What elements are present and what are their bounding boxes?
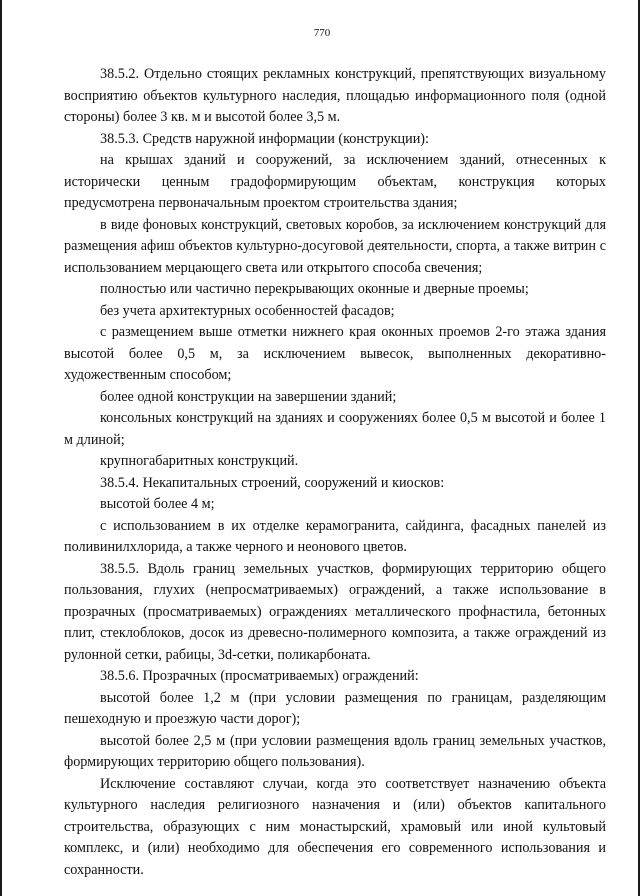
paragraph-38-5-5: 38.5.5. Вдоль границ земельных участков, формирующих территорию общего пользования, глухих (непросматриваемых) ограждений, а также использование в прозрачных (просматриваемых) ограждениях металлического профнастила, бетонных плит, стеклоблоков, досок из древесно-полимерного композита, а также ограждений из рулонной сетки, рабицы, 3d-сетки, поликарбоната. bbox=[64, 560, 606, 663]
paragraph-38-5-2: 38.5.2. Отдельно стоящих рекламных конструкций, препятствующих визуальному восприятию объектов культурного наследия, площадью информационного поля (одной стороны) более 3 кв. м и высотой более 3,5 м. bbox=[64, 66, 606, 125]
list-item-second-floor: с размещением выше отметки нижнего края оконных проемов 2-го этажа здания высотой более 0,5 м, за исключением вывесок, выполненных декоративно-художественным способом; bbox=[64, 324, 606, 383]
paragraph-38-5-6: 38.5.6. Прозрачных (просматриваемых) ограждений: bbox=[100, 668, 419, 684]
document-body bbox=[64, 64, 606, 881]
list-item-finishing-materials: с использованием в их отделке керамогранита, сайдинга, фасадных панелей из поливинилхлорида, а также черного и неонового цветов. bbox=[64, 517, 606, 555]
page-number: 770 bbox=[313, 27, 331, 39]
paragraph-exception: Исключение составляют случаи, когда это соответствует назначению объекта культурного наследия религиозного назначения и (или) объектов капитального строительства, образующих с ним монастырский, храмовый или иной культовый комплекс, и (или) необходимо для обеспечения его современного использования и сохранности. bbox=[64, 775, 606, 878]
paragraph-38-5-3: 38.5.3. Средств наружной информации (конструкции): bbox=[100, 130, 429, 147]
list-item-height-4m: высотой более 4 м; bbox=[100, 496, 215, 512]
list-item-architectural-features: без учета архитектурных особенностей фасадов; bbox=[100, 302, 395, 319]
list-item-background-constructions: в виде фоновых конструкций, световых коробов, за исключением конструкций для размещения афиш объектов культурно-досуговой деятельности, спорта, а также витрин с использованием мерцающего света или открытого способа свечения; bbox=[64, 216, 606, 276]
list-item-large-constructions: крупногабаритных конструкций. bbox=[100, 453, 299, 469]
list-item-roofs: на крышах зданий и сооружений, за исключением зданий, отнесенных к исторически ценным градоформирующим объектам, конструкция которых предусмотрена первоначальным проектом строительства здания; bbox=[64, 152, 606, 211]
paragraph-38-5-4: 38.5.4. Некапитальных строений, сооружений и киосков: bbox=[100, 474, 445, 491]
list-item-window-openings: полностью или частично перекрывающих оконные и дверные проемы; bbox=[100, 281, 529, 297]
list-item-one-construction: более одной конструкции на завершении зданий; bbox=[100, 388, 397, 405]
list-item-console-constructions: консольных конструкций на зданиях и сооружениях более 0,5 м высотой и более 1 м длиной; bbox=[64, 410, 606, 448]
list-item-height-1-2m: высотой более 1,2 м (при условии размещения по границам, разделяющим пешеходную и проезжую части дорог); bbox=[64, 689, 606, 727]
list-item-height-2-5m: высотой более 2,5 м (при условии размещения вдоль границ земельных участков, формирующих территорию общего пользования). bbox=[64, 732, 606, 770]
